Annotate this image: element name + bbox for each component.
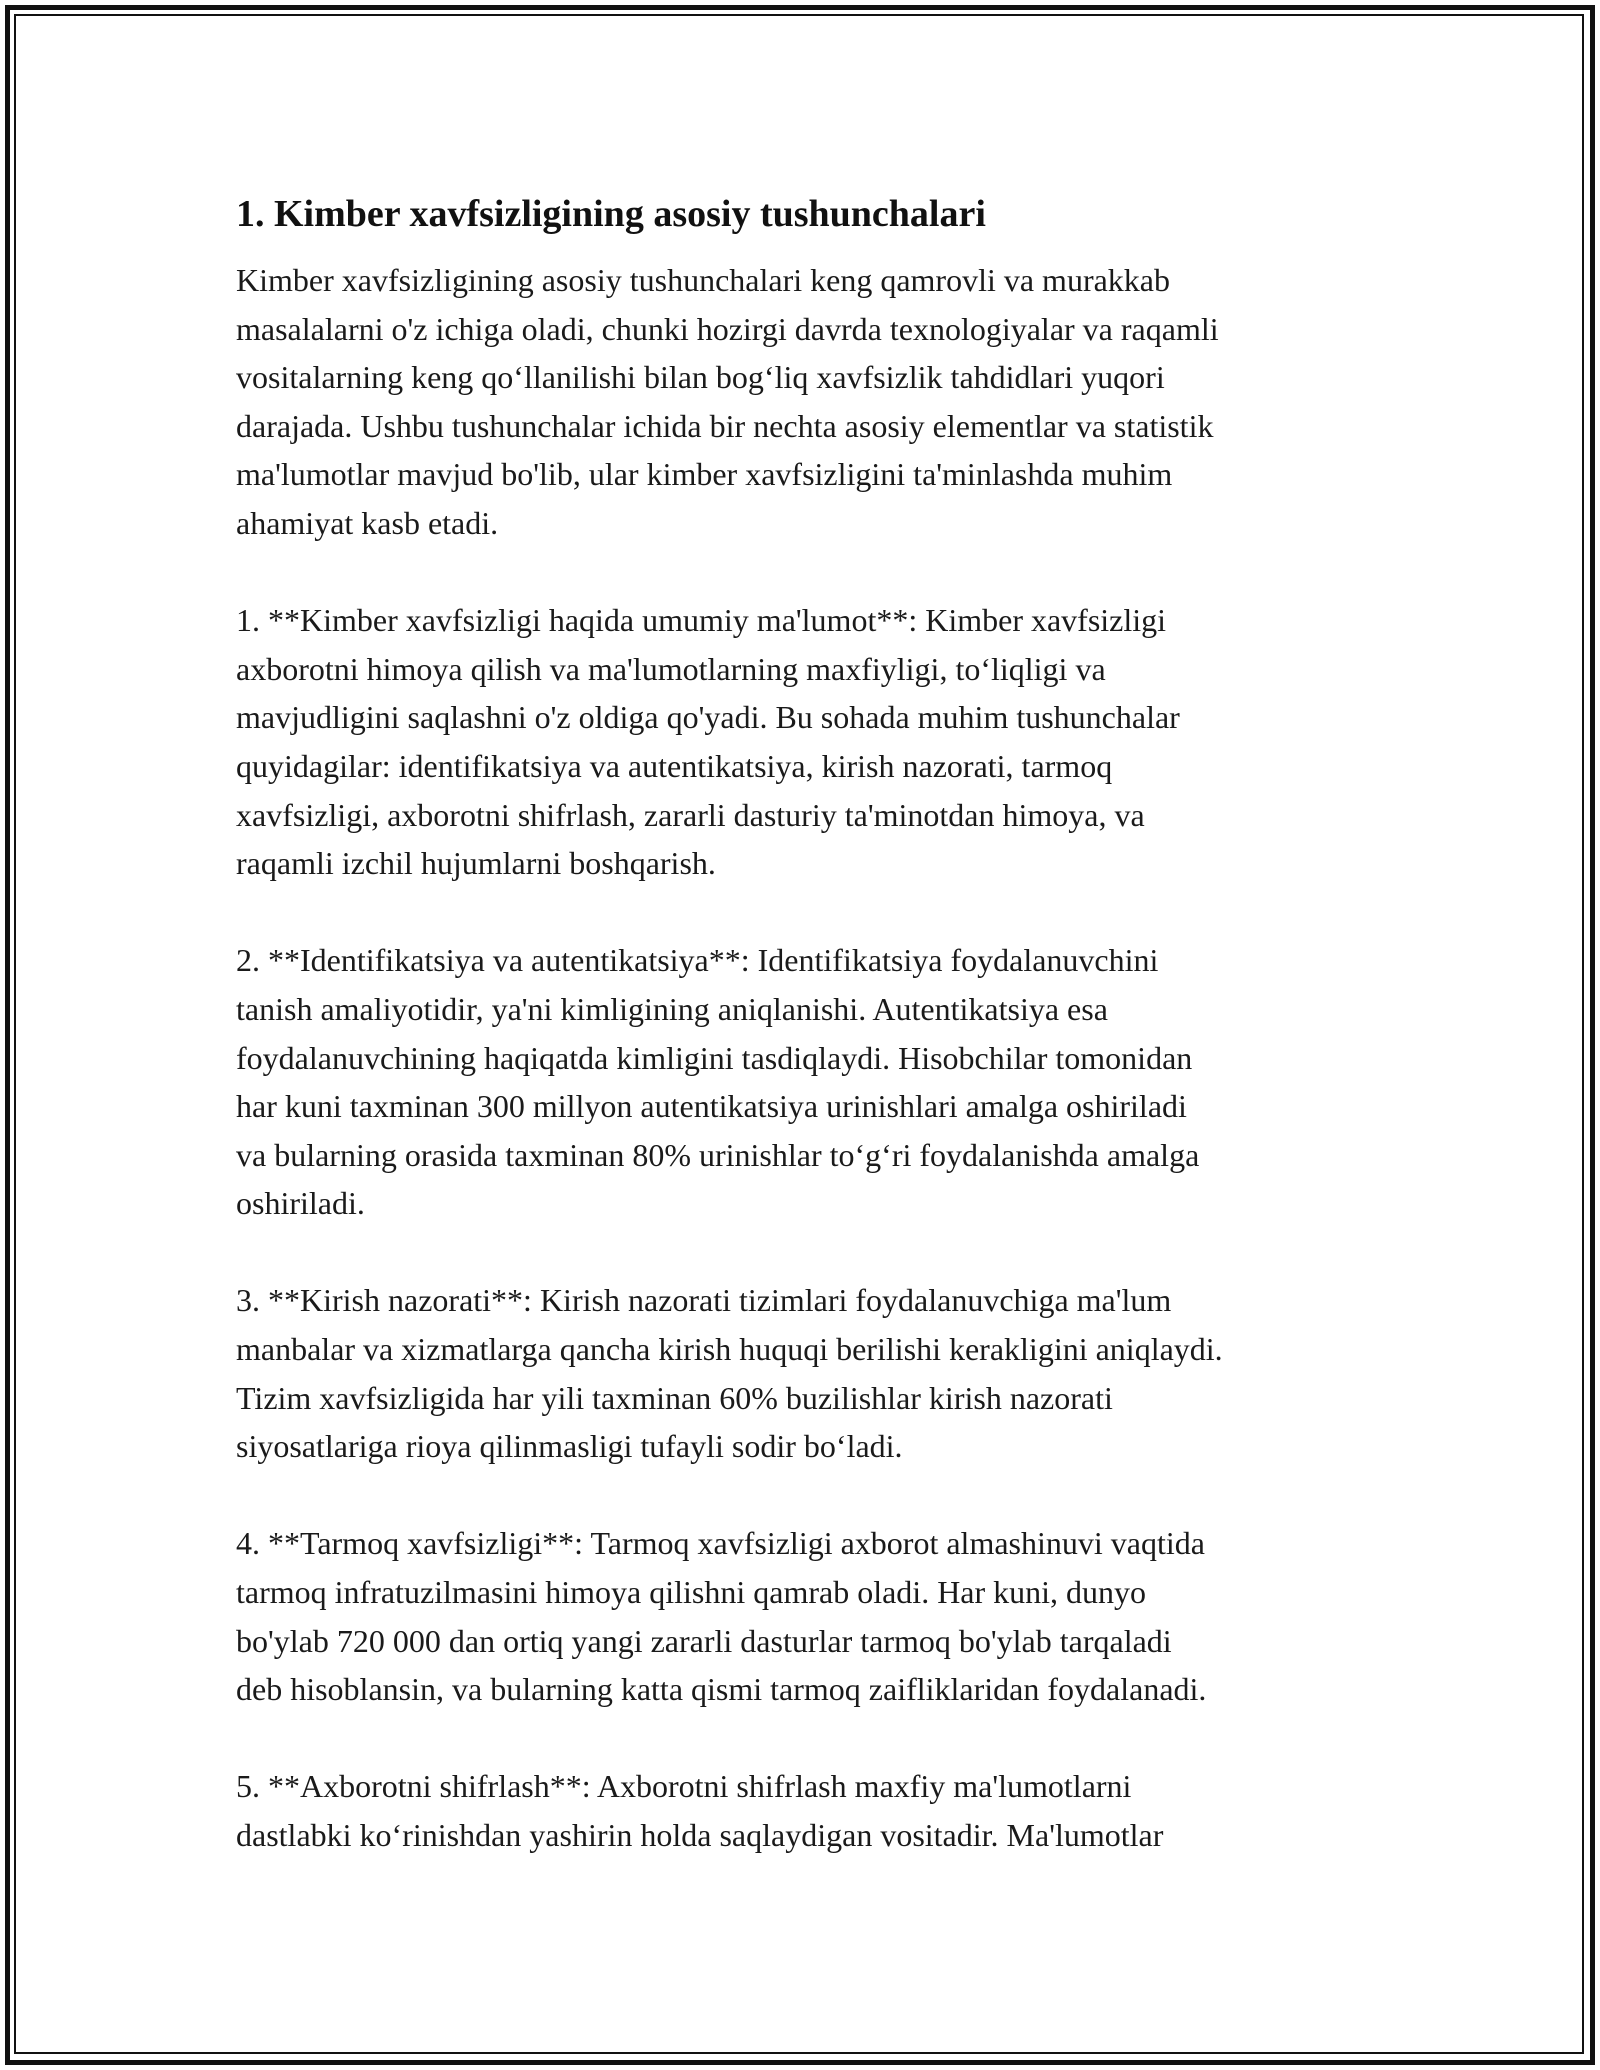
list-item-access-control: 3. **Kirish nazorati**: Kirish nazorati tizimlari foydalanuvchiga ma'lum manbalar va xizmatlarga qancha kirish huquqi berilishi kerakligini aniqlaydi. Tizim xavfsizligida har yili taxminan 60% buzilishlar kirish nazorati siyosatlariga rioya qilinmasligi tufayli sodir bo‘ladi. xyxy=(236,1282,1223,1465)
list-item-encryption: 5. **Axborotni shifrlash**: Axborotni shifrlash maxfiy ma'lumotlarni dastlabki ko‘rinishdan yashirin holda saqlaydigan vositadir. Ma'lumotlar xyxy=(236,1768,1164,1853)
intro-paragraph: Kimber xavfsizligining asosiy tushunchalari keng qamrovli va murakkab masalalarni o'z ichiga oladi, chunki hozirgi davrda texnologiyalar va raqamli vositalarning keng qo‘llanilishi bilan bog‘liq xavfsizlik tahdidlari yuqori darajada. Ushbu tushunchalar ichida bir nechta asosiy elementlar va statistik ma'lumotlar mavjud bo'lib, ular kimber xavfsizligini ta'minlashda muhim ahamiyat kasb etadi. xyxy=(236,262,1219,541)
list-item-general-info: 1. **Kimber xavfsizligi haqida umumiy ma'lumot**: Kimber xavfsizligi axborotni himoya qilish va ma'lumotlarning maxfiyligi, to‘liqligi va mavjudligini saqlashni o'z oldiga qo'yadi. Bu sohada muhim tushunchalar quyidagilar: identifikatsiya va autentikatsiya, kirish nazorati, tarmoq xavfsizligi, axborotni shifrlash, zararli dasturiy ta'minotdan himoya, va raqamli izchil hujumlarni boshqarish. xyxy=(236,602,1180,882)
document-body xyxy=(236,184,1386,1860)
list-item-network-security: 4. **Tarmoq xavfsizligi**: Tarmoq xavfsizligi axborot almashinuvi vaqtida tarmoq infratuzilmasini himoya qilishni qamrab oladi. Har kuni, dunyo bo'ylab 720 000 dan ortiq yangi zararli dasturlar tarmoq bo'ylab tarqaladi deb hisoblansin, va bularning katta qismi tarmoq zaifliklaridan foydalanadi. xyxy=(236,1525,1207,1708)
section-heading: 1. Kimber xavfsizligining asosiy tushunchalari xyxy=(236,193,986,235)
list-item-identification: 2. **Identifikatsiya va autentikatsiya**: Identifikatsiya foydalanuvchini tanish amaliyotidir, ya'ni kimligining aniqlanishi. Autentikatsiya esa foydalanuvchining haqiqatda kimligini tasdiqlaydi. Hisobchilar tomonidan har kuni taxminan 300 millyon autentikatsiya urinishlari amalga oshiriladi va bularning orasida taxminan 80% urinishlar to‘g‘ri foydalanishda amalga oshiriladi. xyxy=(236,942,1200,1222)
